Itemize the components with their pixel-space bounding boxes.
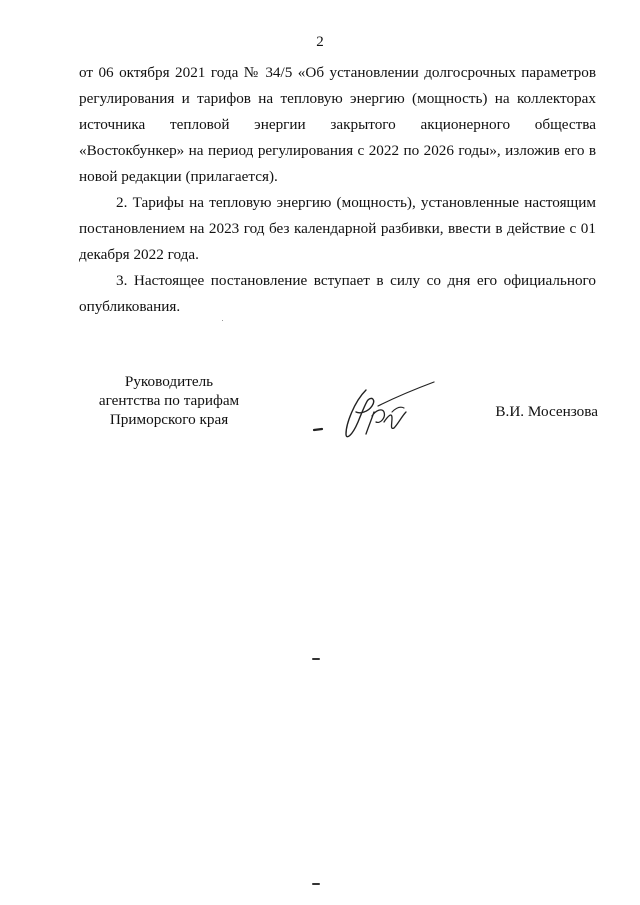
- scan-artifact-mark: [312, 658, 320, 660]
- paragraph-item-2: 2. Тарифы на тепловую энергию (мощность), установленные настоящим постановлением на 2023 год без календарной разбивки, ввести в действие с 01 декабря 2022 года.: [79, 194, 596, 263]
- position-line: Руководитель: [124, 373, 214, 390]
- handwritten-signature: [306, 378, 446, 448]
- signature-block: [78, 372, 598, 442]
- scan-speck: [222, 320, 223, 321]
- signatory-name: В.И. Мосензова: [495, 403, 598, 420]
- signatory-position: [78, 372, 260, 429]
- document-body: [79, 60, 596, 320]
- position-line: Приморского края: [109, 411, 229, 428]
- paragraph-item-3: 3. Настоящее постановление вступает в силу со дня его официального опубликования.: [79, 272, 596, 315]
- page-number: 2: [316, 34, 324, 50]
- paragraph-continuation: от 06 октября 2021 года № 34/5 «Об установлении долгосрочных параметров регулирования и тарифов на тепловую энергию (мощность) на коллекторах источника тепловой энергии закрытого акционерного общества «Востокбункер» на период регулирования с 2022 по 2026 годы», изложив его в новой редакции (прилагается).: [79, 64, 596, 185]
- position-line: агентства по тарифам: [98, 392, 240, 409]
- scan-artifact-mark: [312, 883, 320, 885]
